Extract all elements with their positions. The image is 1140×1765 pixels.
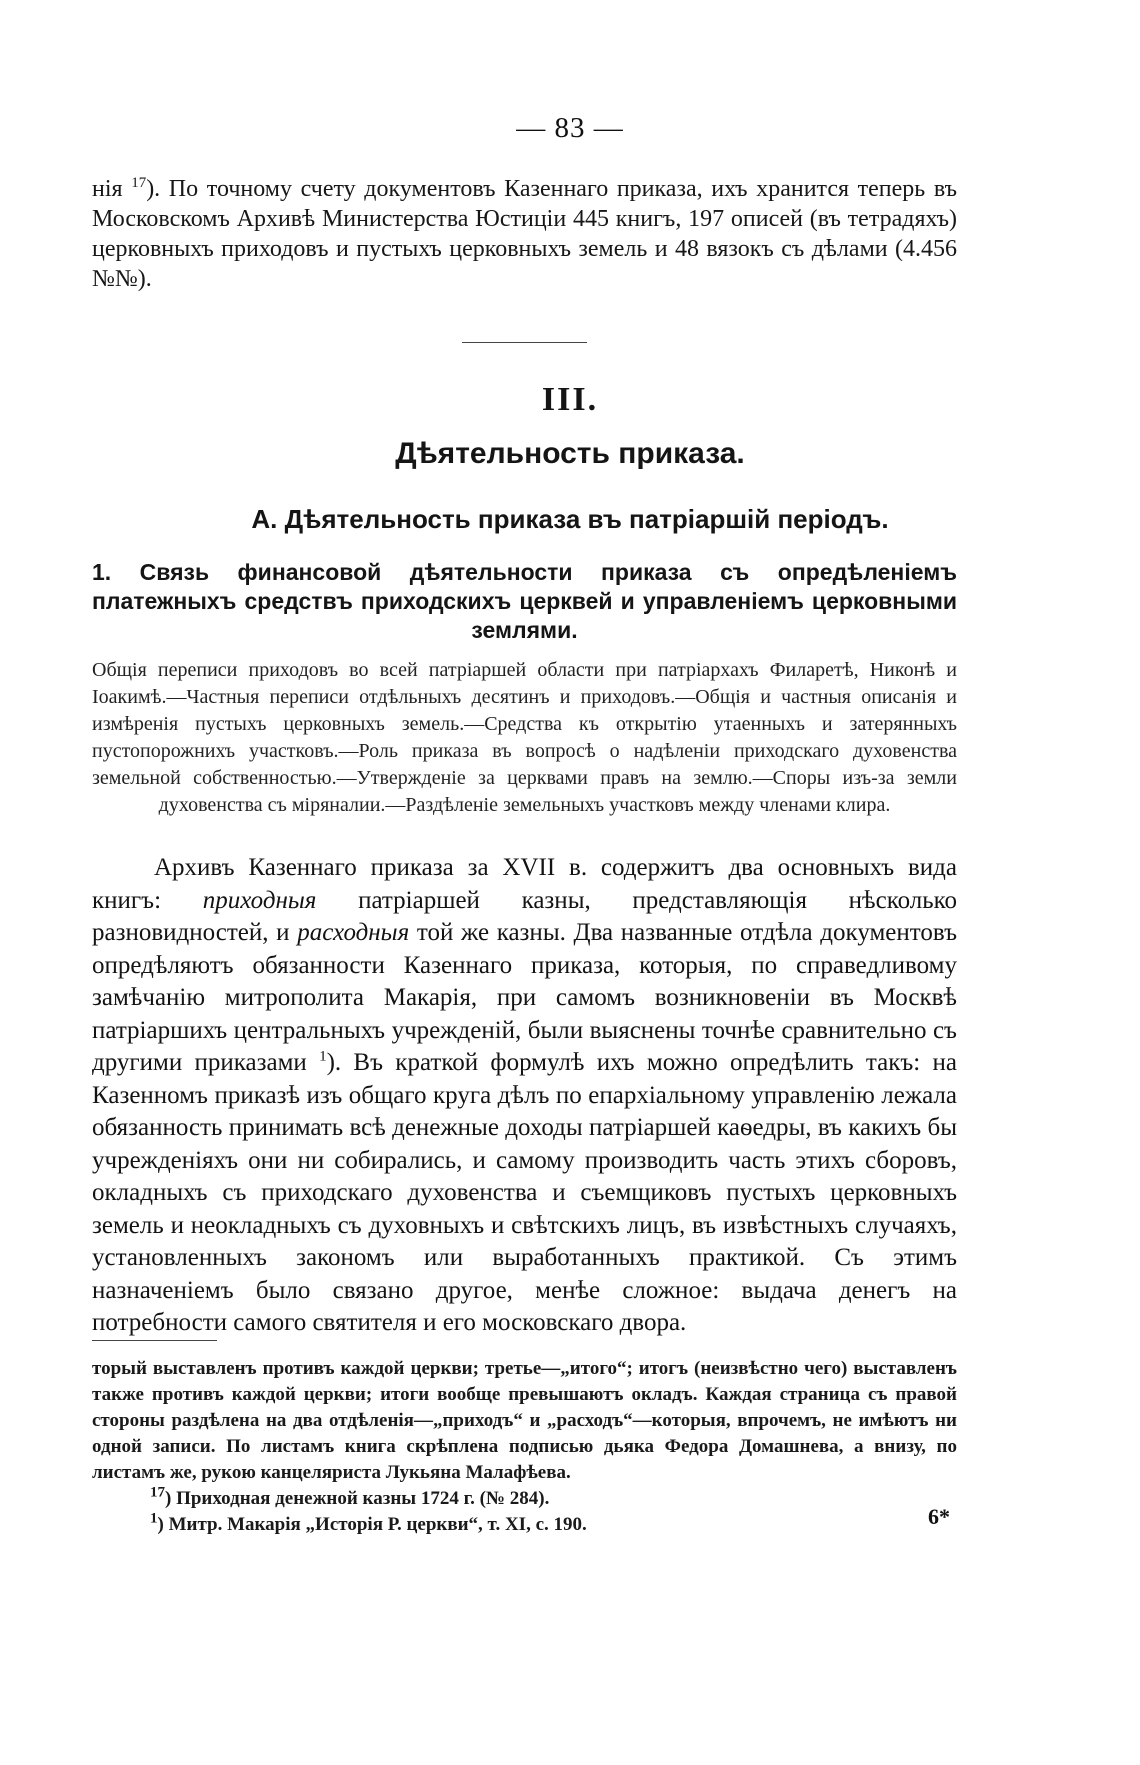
footnote-ref-1: 1: [319, 1048, 327, 1065]
footnote-17-marker: 17: [150, 1484, 165, 1501]
footnote-ref-17: 17: [131, 175, 147, 191]
footnotes: [92, 1356, 957, 1538]
footnote-17-text: ) Приходная денежной казны 1724 г. (№ 284).: [165, 1488, 550, 1509]
topic-heading: 1. Связь финансовой дѣятельности приказа съ опредѣленіемъ платежныхъ средствъ приходскихъ церквей и управленіемъ церковными землями.: [92, 559, 957, 643]
intro-text-start: нія: [92, 176, 132, 202]
main-body-text: [92, 852, 957, 1340]
footnote-1-marker: 1: [150, 1510, 158, 1527]
main-text-italic-raskhodnye: расходныя: [297, 919, 410, 946]
chapter-synopsis: Общія переписи приходовъ во всей патріаршей области при патріархахъ Филаретѣ, Никонѣ и Іоакимѣ.—Частныя переписи отдѣльныхъ десятинъ и приходовъ.—Общія и частныя описанія и измѣренія пустыхъ церковныхъ земель.—Средства къ открытію утаенныхъ и затерянныхъ пустопорожнихъ участковъ.—Роль приказа въ вопросѣ о надѣленіи приходскаго духовенства земельной собственностью.—Утвержденіе за церквами правъ на землю.—Споры изъ-за земли духовенства съ міряналии.—Раздѣленіе земельныхъ участковъ между членами клира.: [92, 659, 957, 816]
footnote-1-text: ) Митр. Макарія „Исторія Р. церкви“, т. XI, с. 190.: [157, 1514, 587, 1535]
footnote-separator-rule: [92, 1340, 217, 1341]
main-text-part2: патріаршей казны, представляющія нѣсколько разновидностей, и: [92, 886, 958, 946]
main-text-part4: ). Въ краткой формулѣ ихъ можно опредѣлить такъ: на Казенномъ приказѣ изъ общаго круга дѣлъ по епархіальному управленію лежала обязанность принимать всѣ денежные доходы патріаршей каѳедры, въ какихъ бы учрежденіяхъ они ни собирались, и самому производить часть этихъ сборовъ, окладныхъ съ приходскаго духовенства и съемщиковъ пустыхъ церковныхъ земель и неокладныхъ съ духовныхъ и свѣтскихъ лицъ, въ извѣстныхъ случаяхъ, установленныхъ закономъ или выработанныхъ практикой. Съ этимъ назначеніемъ было связано другое, менѣе сложное: выдача денегъ на потребности самого святителя и его московскаго двора.: [92, 1049, 957, 1336]
intro-text-rest: ). По точному счету документовъ Казеннаго приказа, ихъ хранится теперь въ Московскомъ Архивѣ Министерства Юстиціи 445 книгъ, 197 описей (въ тетрадяхъ) церковныхъ приходовъ и пустыхъ церковныхъ земель и 48 вязокъ съ дѣлами (4.456 №№).: [92, 176, 957, 292]
page-number: — 83 —: [516, 112, 624, 144]
section-numeral: III.: [541, 381, 599, 418]
footnote-1: [92, 1512, 957, 1538]
main-paragraph: [92, 852, 957, 1340]
footnote-continuation: торый выставленъ противъ каждой церкви; третье—„итого“; итогъ (неизвѣстно чего) выставленъ также противъ каждой церкви; итоги вообще превышаютъ окладъ. Каждая страница съ правой стороны раздѣлена на два отдѣленія—„приходъ“ и „расходъ“—которыя, впрочемъ, не имѣютъ ни одной записи. По листамъ книга скрѣплена подписью дьяка Федора Домашнева, а внизу, по листамъ же, рукою канцеляриста Лукьяна Малафѣева.: [92, 1358, 957, 1483]
main-text-part1: Архивъ Казеннаго приказа за XVII в. содержитъ два основныхъ вида книгъ:: [92, 854, 957, 914]
main-text-part3: той же казны. Два названные отдѣла документовъ опредѣляютъ обязанности Казеннаго приказа, которыя, по справедливому замѣчанію митрополита Макарія, при самомъ возникновеніи въ Москвѣ патріаршихъ центральныхъ учрежденій, были выяснены точнѣе сравнительно съ другими приказами: [92, 919, 957, 1076]
main-text-italic-prikhodnye: приходныя: [202, 886, 317, 914]
chapter-title: Дѣятельность приказа.: [395, 437, 745, 470]
intro-paragraph: [92, 174, 957, 294]
footnote-17: [92, 1486, 957, 1512]
signature-mark: 6*: [928, 1504, 950, 1529]
section-separator-rule: [462, 342, 587, 343]
subsection-title: А. Дѣятельность приказа въ патріаршій періодъ.: [251, 504, 889, 534]
